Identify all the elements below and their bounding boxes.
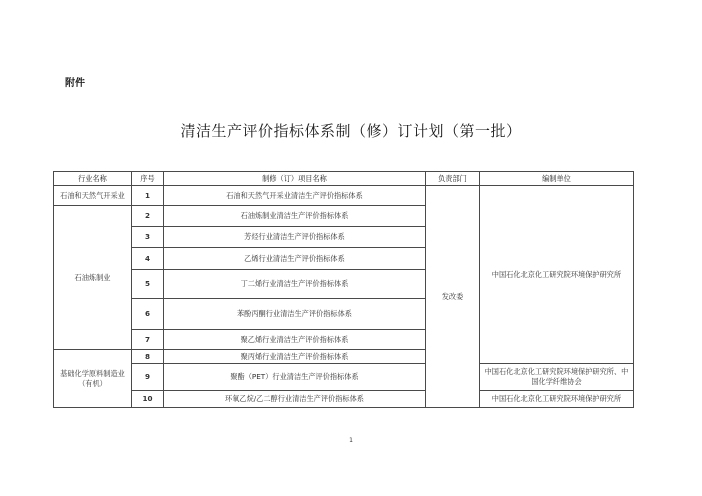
seq-cell: 7 (132, 330, 164, 350)
seq-cell: 9 (132, 364, 164, 391)
seq-cell: 8 (132, 350, 164, 364)
industry-refining: 石油炼制业 (54, 206, 132, 350)
project-cell: 石油炼制业清洁生产评价指标体系 (164, 206, 426, 227)
table-row (54, 186, 634, 206)
project-cell: 聚乙烯行业清洁生产评价指标体系 (164, 330, 426, 350)
project-cell: 石油和天然气开采业清洁生产评价指标体系 (164, 186, 426, 206)
seq-cell: 10 (132, 391, 164, 408)
unit-main-cell: 中国石化北京化工研究院环境保护研究所 (480, 186, 634, 364)
industry-oil-gas: 石油和天然气开采业 (54, 186, 132, 206)
header-department: 负责部门 (426, 172, 480, 186)
seq-cell: 6 (132, 299, 164, 330)
seq-cell: 1 (132, 186, 164, 206)
seq-cell: 4 (132, 248, 164, 270)
department-cell: 发改委 (426, 186, 480, 408)
table-row (54, 364, 634, 391)
unit-pet-cell: 中国石化北京化工研究院环境保护研究所、中国化学纤维协会 (480, 364, 634, 391)
header-industry: 行业名称 (54, 172, 132, 186)
industry-chemical: 基础化学原料制造业（有机） (54, 350, 132, 408)
seq-cell: 5 (132, 270, 164, 299)
attachment-label: 附件 (65, 78, 85, 89)
seq-cell: 3 (132, 227, 164, 248)
header-unit: 编制单位 (480, 172, 634, 186)
page-number: 1 (349, 437, 353, 444)
header-project: 制修（订）项目名称 (164, 172, 426, 186)
project-cell: 环氧乙烷/乙二醇行业清洁生产评价指标体系 (164, 391, 426, 408)
project-cell: 乙烯行业清洁生产评价指标体系 (164, 248, 426, 270)
table-header-row (54, 172, 634, 186)
project-cell: 丁二烯行业清洁生产评价指标体系 (164, 270, 426, 299)
document-title: 清洁生产评价指标体系制（修）订计划（第一批） (180, 122, 522, 140)
seq-cell: 2 (132, 206, 164, 227)
project-cell: 芳烃行业清洁生产评价指标体系 (164, 227, 426, 248)
project-cell: 聚丙烯行业清洁生产评价指标体系 (164, 350, 426, 364)
header-seq: 序号 (132, 172, 164, 186)
unit-eo-cell: 中国石化北京化工研究院环境保护研究所 (480, 391, 634, 408)
project-cell: 苯酚丙酮行业清洁生产评价指标体系 (164, 299, 426, 330)
project-cell: 聚酯（PET）行业清洁生产评价指标体系 (164, 364, 426, 391)
table-row (54, 391, 634, 408)
plan-table (53, 171, 634, 408)
